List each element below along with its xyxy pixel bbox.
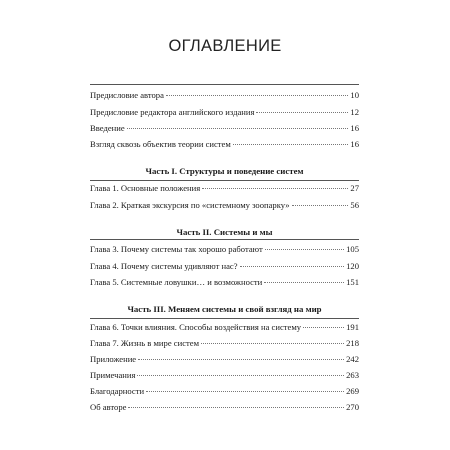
entry-page: 151 xyxy=(346,277,359,287)
entry-title: Глава 1. Основные положения xyxy=(90,183,201,193)
entry-title: Благодарности xyxy=(90,386,145,396)
divider xyxy=(90,84,359,85)
toc-entry[interactable] xyxy=(90,370,359,381)
toc-entry[interactable] xyxy=(90,261,359,272)
entry-title: Введение xyxy=(90,123,125,133)
divider xyxy=(90,239,359,240)
dot-leader xyxy=(256,112,348,113)
entry-page: 105 xyxy=(346,244,359,254)
toc-entry[interactable] xyxy=(90,123,359,134)
dot-leader xyxy=(146,391,344,392)
entry-page: 12 xyxy=(350,107,359,117)
entry-title: Примечания xyxy=(90,370,136,380)
entry-page: 16 xyxy=(350,139,359,149)
entry-title: Глава 6. Точки влияния. Способы воздействия на систему xyxy=(90,322,302,332)
toc-entry[interactable] xyxy=(90,200,359,211)
entry-page: 218 xyxy=(346,338,359,348)
entry-page: 242 xyxy=(346,354,359,364)
dot-leader xyxy=(264,282,344,283)
entry-page: 56 xyxy=(350,200,359,210)
dot-leader xyxy=(127,128,349,129)
dot-leader xyxy=(128,407,344,408)
dot-leader xyxy=(138,359,344,360)
entry-page: 120 xyxy=(346,261,359,271)
entry-page: 16 xyxy=(350,123,359,133)
page-title: ОГЛАВЛЕНИЕ xyxy=(168,37,282,55)
entry-page: 270 xyxy=(346,402,359,412)
entry-page: 27 xyxy=(350,183,359,193)
toc-entry[interactable] xyxy=(90,338,359,349)
divider xyxy=(90,180,359,181)
toc-entry[interactable] xyxy=(90,90,359,101)
entry-page: 10 xyxy=(350,90,359,100)
dot-leader xyxy=(240,266,345,267)
entry-title: Глава 4. Почему системы удивляют нас? xyxy=(90,261,238,271)
part-heading[interactable]: Часть II. Системы и мы xyxy=(176,227,273,237)
entry-page: 191 xyxy=(346,322,359,332)
entry-title: Взгляд сквозь объектив теории систем xyxy=(90,139,231,149)
toc-entry[interactable] xyxy=(90,183,359,194)
entry-title: Приложение xyxy=(90,354,137,364)
dot-leader xyxy=(292,205,349,206)
toc-entry[interactable] xyxy=(90,322,359,333)
dot-leader xyxy=(201,343,344,344)
entry-title: Предисловие редактора английского издания xyxy=(90,107,255,117)
toc-entry[interactable] xyxy=(90,402,359,413)
toc-entry[interactable] xyxy=(90,354,359,365)
divider xyxy=(90,318,359,319)
part-heading[interactable]: Часть III. Меняем системы и свой взгляд на мир xyxy=(127,304,322,314)
dot-leader xyxy=(137,375,344,376)
dot-leader xyxy=(166,95,349,96)
toc-entry[interactable] xyxy=(90,107,359,118)
toc-entry[interactable] xyxy=(90,139,359,150)
entry-title: Глава 7. Жизнь в мире систем xyxy=(90,338,200,348)
entry-title: Об авторе xyxy=(90,402,127,412)
entry-title: Глава 3. Почему системы так хорошо работают xyxy=(90,244,263,254)
entry-page: 269 xyxy=(346,386,359,396)
part-heading[interactable]: Часть I. Структуры и поведение систем xyxy=(145,166,304,176)
dot-leader xyxy=(233,144,349,145)
toc-entry[interactable] xyxy=(90,386,359,397)
entry-title: Глава 2. Краткая экскурсия по «системному зоопарку» xyxy=(90,200,290,210)
dot-leader xyxy=(202,188,348,189)
dot-leader xyxy=(265,249,344,250)
toc-entry[interactable] xyxy=(90,277,359,288)
entry-title: Предисловие автора xyxy=(90,90,164,100)
dot-leader xyxy=(303,327,344,328)
entry-page: 263 xyxy=(346,370,359,380)
entry-title: Глава 5. Системные ловушки… и возможности xyxy=(90,277,263,287)
toc-entry[interactable] xyxy=(90,244,359,255)
